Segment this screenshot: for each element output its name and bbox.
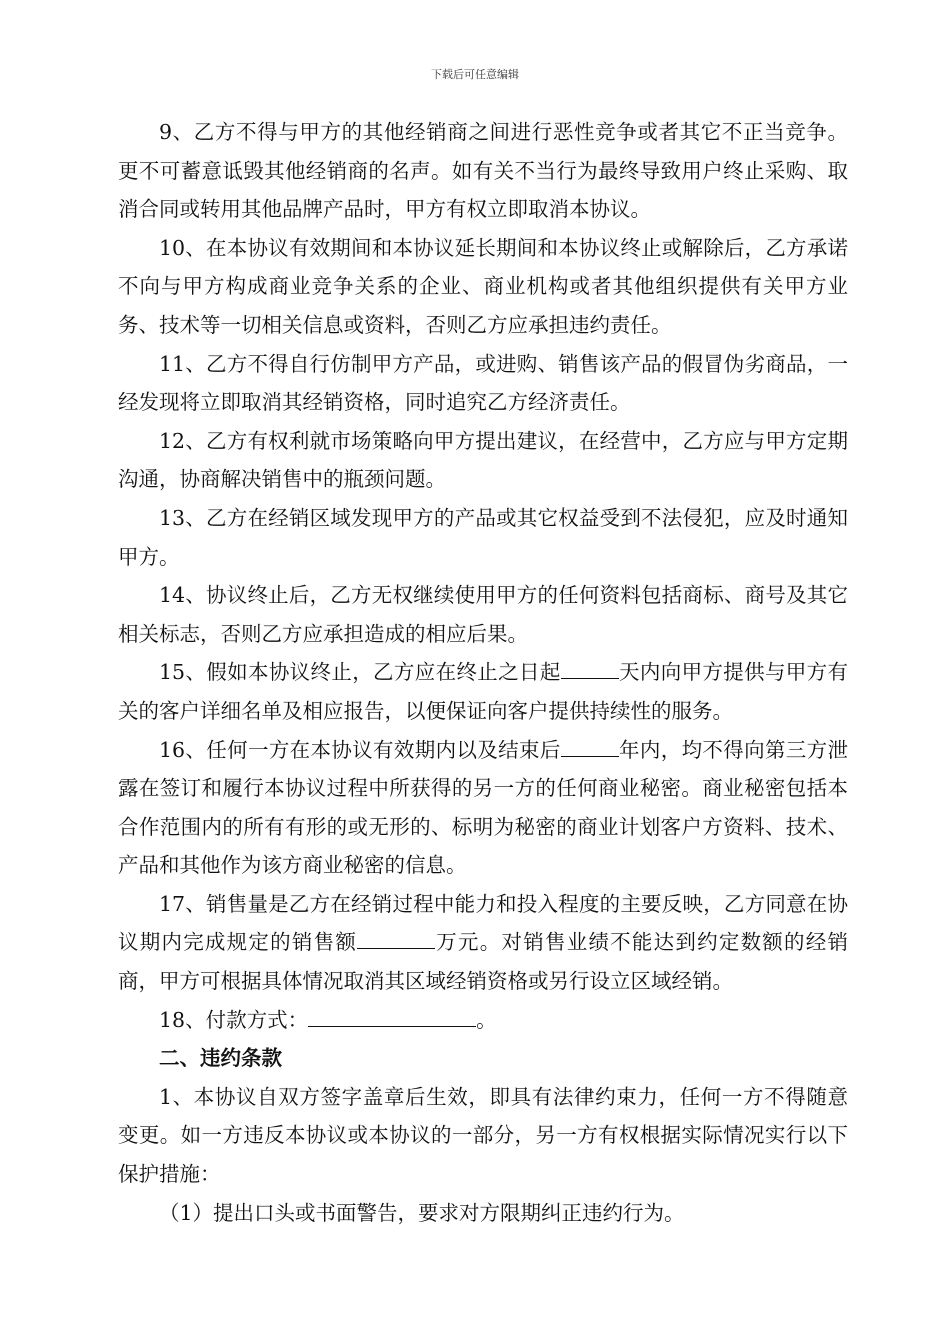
- clause-12: 12、乙方有权利就市场策略向甲方提出建议，在经营中，乙方应与甲方定期沟通，协商解决销售中的瓶颈问题。: [118, 428, 848, 492]
- clause-10: 10、在本协议有效期间和本协议延长期间和本协议终止或解除后，乙方承诺不向与甲方构成商业竞争关系的企业、商业机构或者其他组织提供有关甲方业务、技术等一切相关信息或资料，否则乙方应承担违约责任。: [118, 235, 848, 337]
- clause-11: 11、乙方不得自行仿制甲方产品，或进购、销售该产品的假冒伪劣商品，一经发现将立即取消其经销资格，同时追究乙方经济责任。: [118, 351, 848, 415]
- payment-method-blank: [308, 1006, 476, 1027]
- clause-16-text-before: 16、任何一方在本协议有效期内以及结束后: [159, 737, 561, 762]
- sales-amount-blank: [357, 928, 435, 949]
- clause-16-text-after: 年内，均不得向第三方泄露在签订和履行本协议过程中所获得的另一方的任何商业秘密。商业秘密包括本合作范围内的所有有形的或无形的、标明为秘密的商业计划客户方资料、技术、产品和其他作为该方商业秘密的信息。: [118, 737, 849, 878]
- clause-17-text-after: 万元。对销售业绩不能达到约定数额的经销商，甲方可根据具体情况取消其区域经销资格或另行设立区域经销。: [118, 930, 849, 994]
- breach-clause-1: 1、本协议自双方签字盖章后生效，即具有法律约束力，任何一方不得随意变更。如一方违反本协议或本协议的一部分，另一方有权根据实际情况实行以下保护措施：: [118, 1084, 848, 1187]
- clause-13: 13、乙方在经销区域发现甲方的产品或其它权益受到不法侵犯，应及时通知甲方。: [118, 505, 848, 569]
- clause-15: [118, 653, 848, 730]
- clause-18-text-before: 18、付款方式：: [159, 1007, 309, 1032]
- clause-17-text-before: 17、销售量是乙方在经销过程中能力和投入程度的主要反映，乙方同意在协议期内完成规定的销售额: [118, 891, 848, 955]
- clause-15-text-after: 天内向甲方提供与甲方有关的客户详细名单及相应报告，以便保证向客户提供持续性的服务。: [118, 660, 849, 723]
- breach-measure-1: （1）提出口头或书面警告，要求对方限期纠正违约行为。: [159, 1200, 685, 1225]
- years-blank: [561, 736, 619, 757]
- clause-18-text-after: 。: [476, 1007, 497, 1032]
- clause-17: [118, 885, 848, 1001]
- days-blank: [561, 658, 619, 679]
- clause-18: [118, 1001, 848, 1040]
- clause-16: [118, 731, 848, 885]
- page-header: 下载后可任意编辑: [431, 68, 519, 81]
- clause-15-text-before: 15、假如本协议终止，乙方应在终止之日起: [159, 660, 561, 685]
- section-heading-breach-terms: 二、违约条款: [159, 1046, 282, 1071]
- clause-9: 9、乙方不得与甲方的其他经销商之间进行恶性竞争或者其它不正当竞争。更不可蓄意诋毁其他经销商的名声。如有关不当行为最终导致用户终止采购、取消合同或转用其他品牌产品时，甲方有权立即取消本协议。: [118, 120, 848, 222]
- clause-14: 14、协议终止后，乙方无权继续使用甲方的任何资料包括商标、商号及其它相关标志，否则乙方应承担造成的相应后果。: [118, 583, 848, 646]
- document-body: [118, 113, 848, 1232]
